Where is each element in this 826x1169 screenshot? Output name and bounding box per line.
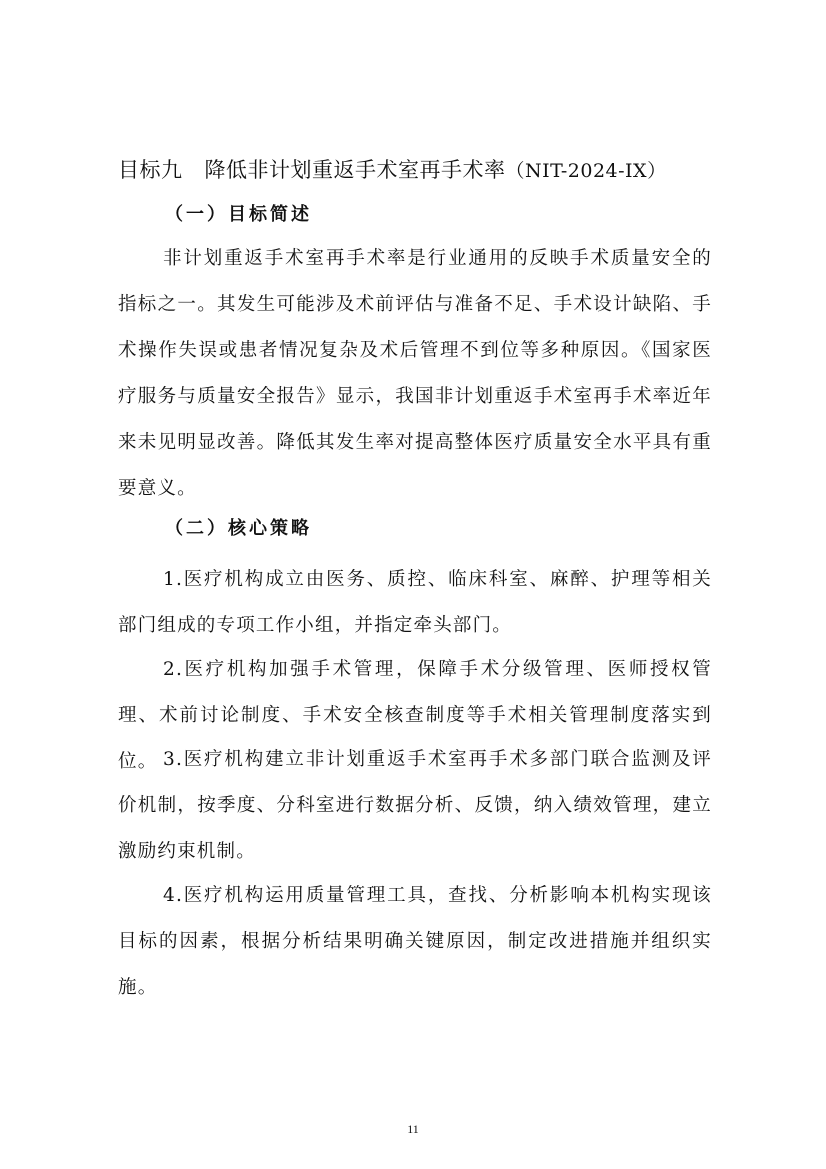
page-number: 11 bbox=[407, 1122, 419, 1136]
strategy-item-1: 1.医疗机构成立由医务、质控、临床科室、麻醉、护理等相关部门组成的专项工作小组，并指定牵头部门。 bbox=[118, 569, 712, 636]
title-main: 降低非计划重返手术室再手术率 bbox=[204, 158, 506, 182]
title-prefix: 目标九 bbox=[118, 158, 183, 182]
strategy-item-3: 3.医疗机构建立非计划重返手术室再手术多部门联合监测及评价机制，按季度、分科室进行数据分析、反馈，纳入绩效管理，建立激励约束机制。 bbox=[118, 749, 712, 862]
strategy-item-2: 2.医疗机构加强手术管理，保障手术分级管理、医师授权管理、术前讨论制度、手术安全核查制度等手术相关管理制度落实到位。 bbox=[118, 659, 712, 772]
section-heading-summary: （一）目标简述 bbox=[165, 204, 312, 225]
document-title bbox=[118, 154, 667, 187]
title-code: （NIT-2024-IX） bbox=[505, 160, 667, 182]
section-heading-strategy: （二）核心策略 bbox=[165, 518, 312, 539]
strategy-item-4: 4.医疗机构运用质量管理工具，查找、分析影响本机构实现该目标的因素，根据分析结果明确关键原因，制定改进措施并组织实施。 bbox=[118, 885, 712, 998]
summary-paragraph: 非计划重返手术室再手术率是行业通用的反映手术质量安全的指标之一。其发生可能涉及术前评估与准备不足、手术设计缺陷、手术操作失误或患者情况复杂及术后管理不到位等多种原因。《国家医疗服务与质量安全报告》显示，我国非计划重返手术室再手术率近年来未见明显改善。降低其发生率对提高整体医疗质量安全水平具有重要意义。 bbox=[118, 248, 712, 499]
